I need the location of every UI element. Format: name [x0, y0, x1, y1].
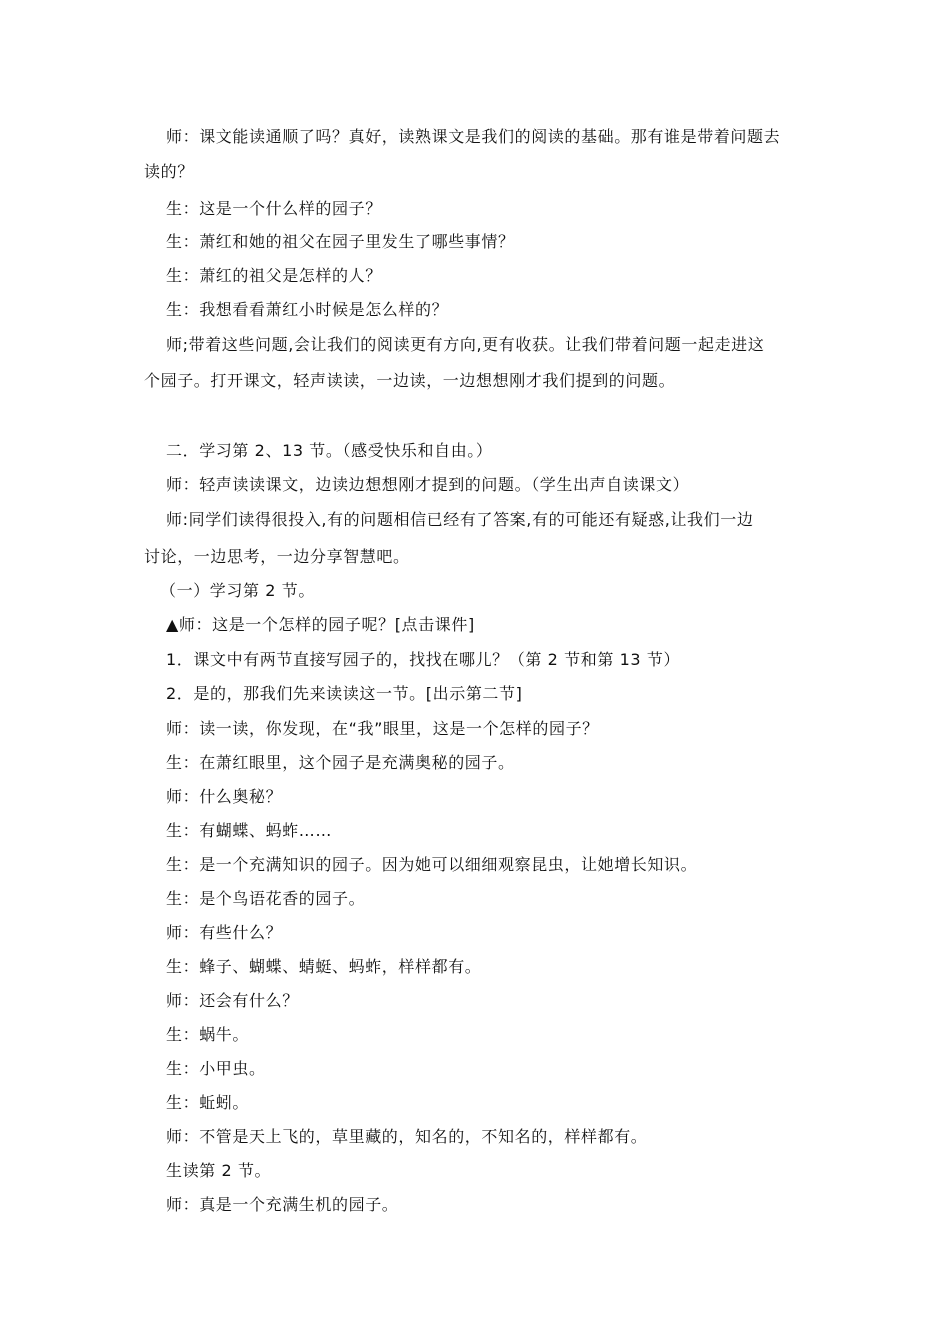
paragraph-line: 生：我想看看萧红小时候是怎么样的？: [166, 300, 449, 319]
paragraph-line: 师：有些什么？: [166, 923, 283, 942]
paragraph-line: 生：这是一个什么样的园子？: [166, 199, 382, 218]
paragraph-line: 生：在萧红眼里，这个园子是充满奥秘的园子。: [166, 753, 515, 772]
paragraph-line: ▲师：这是一个怎样的园子呢？[点击课件]: [166, 615, 475, 634]
paragraph-line: 师：还会有什么？: [166, 991, 299, 1010]
paragraph-line: 生：是个鸟语花香的园子。: [166, 889, 366, 908]
paragraph-line: 师：什么奥秘？: [166, 787, 283, 806]
paragraph-line: 生：萧红和她的祖父在园子里发生了哪些事情？: [166, 232, 515, 251]
paragraph-line: 师;带着这些问题,会让我们的阅读更有方向,更有收获。让我们带着问题一起走进这: [166, 335, 765, 354]
section-heading: 二．学习第 2、13 节。（感受快乐和自由。）: [166, 441, 493, 460]
paragraph-line: 讨论，一边思考，一边分享智慧吧。: [144, 547, 410, 566]
list-item: 1．课文中有两节直接写园子的，找找在哪儿？（第 2 节和第 13 节）: [166, 650, 681, 669]
paragraph-line: 师：课文能读通顺了吗？真好，读熟课文是我们的阅读的基础。那有谁是带着问题去: [166, 127, 781, 146]
paragraph-line: 师：轻声读读课文，边读边想想刚才提到的问题。（学生出声自读课文）: [166, 475, 690, 494]
paragraph-line: 生：小甲虫。: [166, 1059, 266, 1078]
paragraph-line: 师：不管是天上飞的，草里藏的，知名的，不知名的，样样都有。: [166, 1127, 648, 1146]
paragraph-line: 师:同学们读得很投入,有的问题相信已经有了答案,有的可能还有疑惑,让我们一边: [166, 510, 754, 529]
list-item: 2．是的，那我们先来读读这一节。[出示第二节]: [166, 684, 523, 703]
paragraph-line: 生读第 2 节。: [166, 1161, 272, 1180]
paragraph-line: 生：萧红的祖父是怎样的人？: [166, 266, 382, 285]
paragraph-line: 生：有蝴蝶、蚂蚱……: [166, 821, 333, 840]
paragraph-line: 师：真是一个充满生机的园子。: [166, 1195, 399, 1214]
paragraph-line: 师：读一读，你发现，在“我”眼里，这是一个怎样的园子？: [166, 719, 599, 738]
paragraph-line: 生：蚯蚓。: [166, 1093, 250, 1112]
paragraph-line: 生：是一个充满知识的园子。因为她可以细细观察昆虫，让她增长知识。: [166, 855, 698, 874]
paragraph-line: 生：蜗牛。: [166, 1025, 250, 1044]
subsection-heading: （一）学习第 2 节。: [160, 581, 315, 600]
paragraph-line: 个园子。打开课文，轻声读读，一边读，一边想想刚才我们提到的问题。: [144, 371, 676, 390]
paragraph-line: 读的？: [144, 162, 194, 181]
paragraph-line: 生：蜂子、蝴蝶、蜻蜓、蚂蚱，样样都有。: [166, 957, 482, 976]
